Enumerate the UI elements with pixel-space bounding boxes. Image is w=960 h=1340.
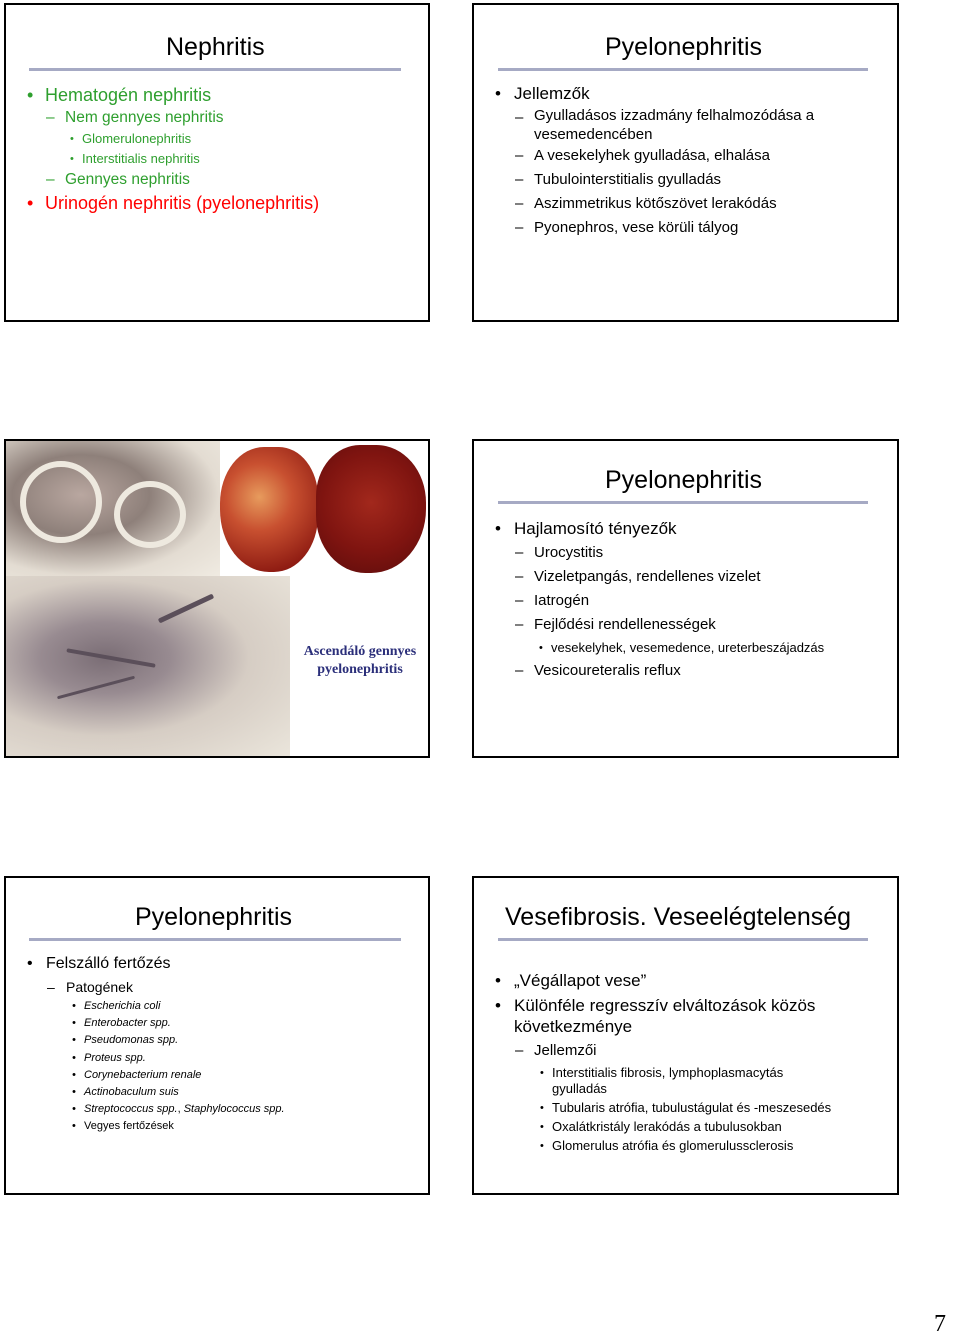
kidney-gross-photo [220, 441, 430, 576]
bullet-heading: • Hajlamosító tényezők [514, 517, 884, 541]
bullet-item: • Tubularis atrófia, tubulustágulat és -meszesedés [552, 1100, 884, 1116]
slide-nephritis [4, 3, 430, 322]
bullet-item [534, 106, 884, 144]
bullet-text-line: következménye [514, 1017, 633, 1036]
bullet-item: • Oxalátkristály lerakódás a tubulusokban [552, 1119, 884, 1135]
slide-body [514, 970, 884, 1157]
bullet-item: • Proteus spp. [84, 1050, 416, 1067]
bullet-text-line: gyulladás [552, 1081, 607, 1096]
bullet-item: – Vesicoureteralis reflux [534, 659, 884, 683]
bullet-heading: • Felszálló fertőzés [46, 952, 416, 976]
photo-detail [114, 481, 186, 548]
bullet-item: • Pseudomonas spp. [84, 1032, 416, 1049]
bullet-text-line: • Interstitialis fibrosis, lymphoplasmacytás [552, 1065, 784, 1080]
slide-body [45, 83, 319, 215]
slide-title: Pyelonephritis [605, 33, 763, 61]
slide-title: Pyelonephritis [135, 903, 293, 931]
kidney-specimen [316, 445, 426, 573]
slide-title: Nephritis [166, 33, 265, 61]
bullet-subheading: – Patogének [66, 976, 416, 998]
bullet-item: – Nem gennyes nephritis [65, 107, 319, 129]
bullet-item: • Vegyes fertőzések [84, 1118, 416, 1135]
photo-detail [66, 648, 155, 668]
slide-renal-fibrosis [472, 876, 899, 1195]
title-divider [29, 938, 401, 941]
bullet-item: • Urinogén nephritis (pyelonephritis) [45, 191, 319, 215]
page-number: 7 [934, 1311, 946, 1337]
bullet-item: – Pyonephros, vese körüli tályog [534, 216, 884, 240]
bullet-item: – Gennyes nephritis [65, 169, 319, 191]
bullet-item: – Iatrogén [534, 589, 884, 613]
caption-line: Ascendáló gennyes [303, 644, 417, 659]
bullet-heading: • Jellemzők [514, 82, 884, 106]
photo-detail [158, 594, 214, 624]
slide-body [514, 517, 884, 683]
bullet-item: • Enterobacter spp. [84, 1015, 416, 1032]
bullet-item: • Corynebacterium renale [84, 1067, 416, 1084]
bullet-text-line: • Különféle regresszív elváltozások közös [514, 996, 816, 1015]
slide-pathogens [4, 876, 430, 1195]
bullet-item: • „Végállapot vese” [514, 970, 884, 991]
kidney-specimen [220, 447, 318, 572]
bullet-item: – Fejlődési rendellenességek [534, 613, 884, 637]
title-divider [498, 501, 868, 504]
bullet-item: – A vesekelyhek gyulladása, elhalása [534, 144, 884, 168]
bullet-item: • Interstitialis nephritis [82, 149, 319, 169]
pathogen-name: Staphylococcus spp. [183, 1103, 285, 1116]
kidney-cut-surface-photo [6, 576, 290, 758]
bullet-item [84, 1101, 416, 1118]
slide-title: Vesefibrosis. Veseelégtelenség [505, 903, 852, 931]
slide-pyelonephritis-features [472, 3, 899, 322]
separator: , [177, 1103, 184, 1116]
bullet-item: • Glomerulus atrófia és glomerulussclerosis [552, 1138, 884, 1154]
photo-caption [290, 643, 430, 679]
bullet-item: • Actinobaculum suis [84, 1084, 416, 1101]
bullet-item: • Glomerulonephritis [82, 129, 319, 149]
bullet-item: • vesekelyhek, vesemedence, ureterbeszájadzás [551, 637, 884, 659]
slide-predisposing-factors [472, 439, 899, 758]
bullet-item: • Escherichia coli [84, 998, 416, 1015]
pathogen-name: Streptococcus spp. [84, 1103, 178, 1116]
slide-body [514, 82, 884, 240]
bullet-item: – Vizeletpangás, rendellenes vizelet [534, 565, 884, 589]
bullet-text-line: – Gyulladásos izzadmány felhalmozódása a [534, 107, 815, 124]
bullet-text-line: vesemedencében [534, 126, 653, 143]
photo-detail [20, 461, 102, 543]
bullet-item: – Tubulointerstitialis gyulladás [534, 168, 884, 192]
bullet-item: • Hematogén nephritis [45, 83, 319, 107]
caption-line: pyelonephritis [317, 662, 403, 677]
slide-photo [4, 439, 430, 758]
bullet-item: – Aszimmetrikus kötőszövet lerakódás [534, 192, 884, 216]
title-divider [29, 68, 401, 71]
bullet-item [514, 995, 884, 1037]
bullet-heading: – Jellemzői [534, 1041, 884, 1061]
photo-detail [57, 676, 135, 700]
bullet-item [552, 1065, 884, 1097]
title-divider [498, 68, 868, 71]
bullet-item: – Urocystitis [534, 541, 884, 565]
title-divider [498, 938, 868, 941]
kidney-section-photo [6, 441, 220, 576]
slide-title: Pyelonephritis [605, 466, 763, 494]
slide-body [46, 952, 416, 1136]
